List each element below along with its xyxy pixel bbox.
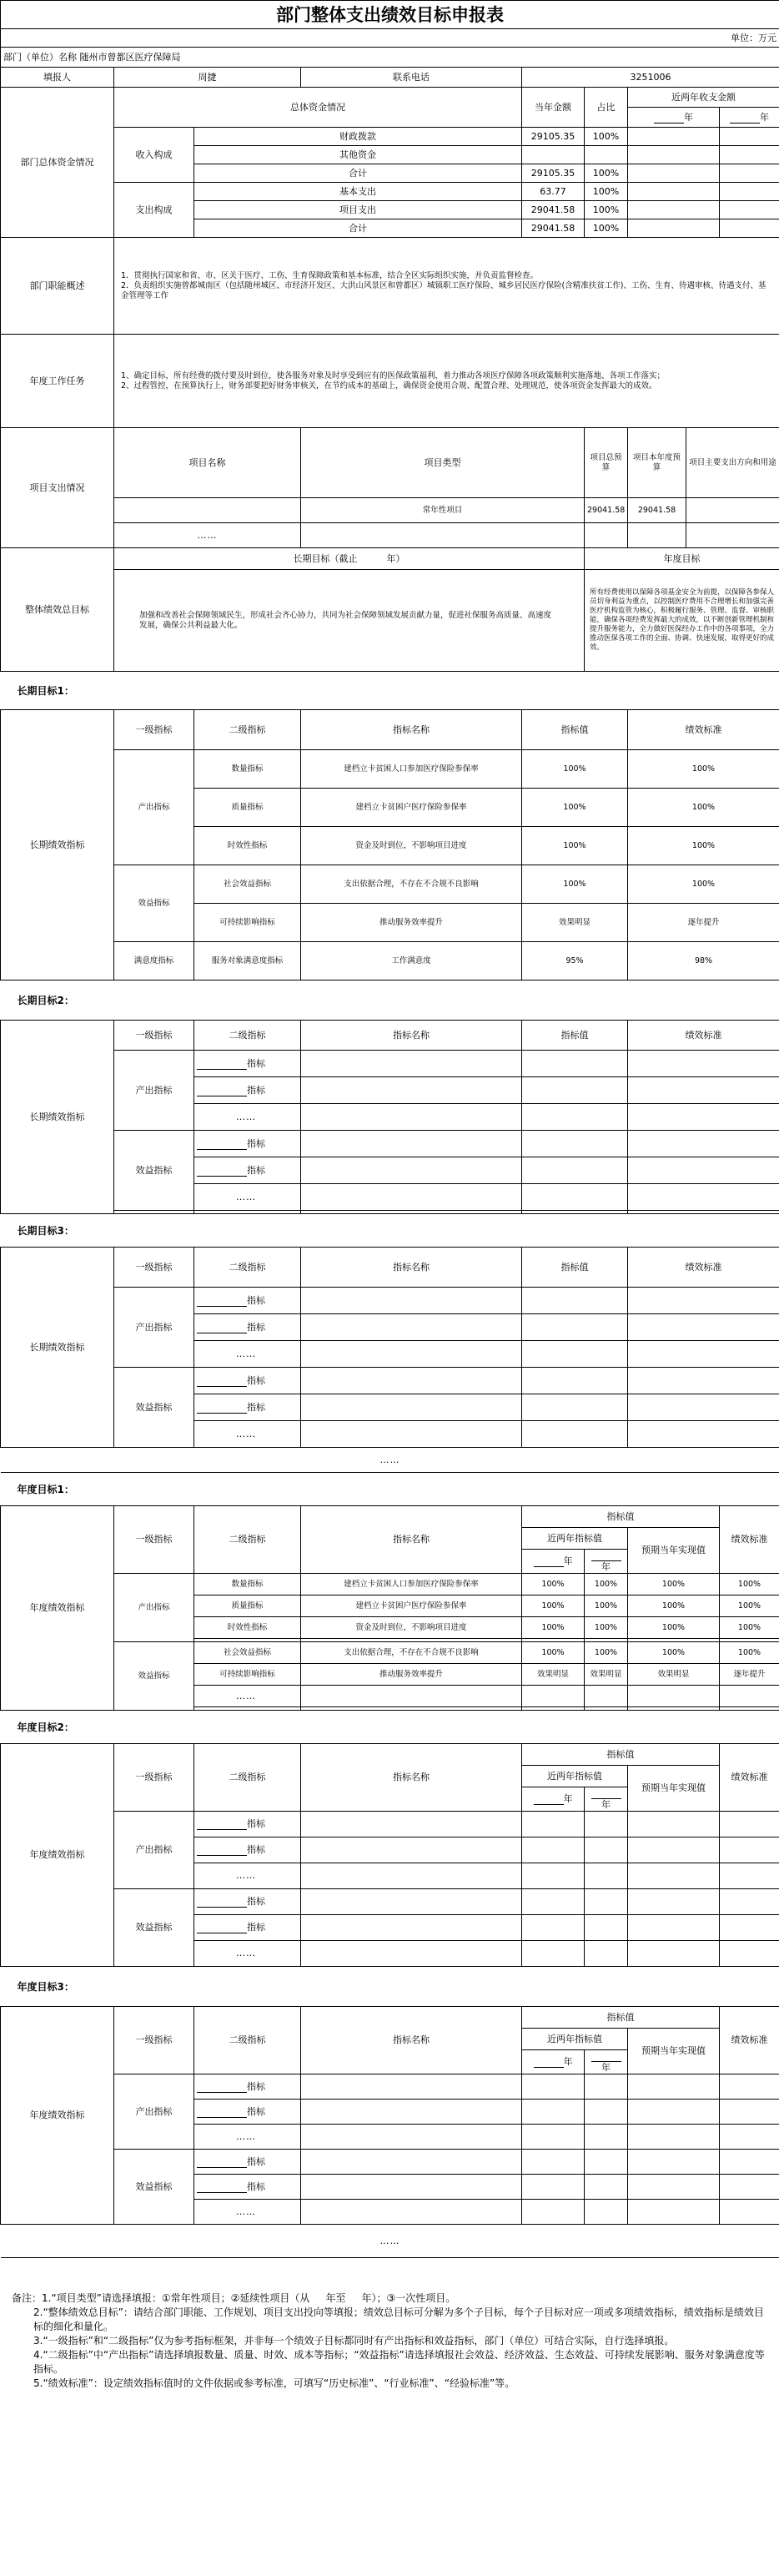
- lvl2-cell: 质量指标: [194, 1596, 301, 1617]
- effect-label: 效益指标: [114, 1368, 194, 1448]
- note-1: 备注：1.“项目类型”请选择填报：①常年性项目；②延续性项目（从 年至 年）；③一次性项目。: [12, 2292, 456, 2304]
- ind-std: 98%: [628, 942, 779, 980]
- blank-ind: 指标: [194, 1394, 301, 1421]
- col-lvl1: 一级指标: [114, 1248, 194, 1288]
- blank-ind: 指标: [194, 1288, 301, 1314]
- more-dots: ……: [194, 1184, 301, 1211]
- more-dots: ……: [194, 1104, 301, 1131]
- long-goal-text: 加强和改善社会保障领域民生，形成社会齐心协力，共同为社会保障领域发展贡献力量，促进社保服务高质量、高速度发展，确保公共利益最大化。: [114, 570, 585, 672]
- long2-label: 长期绩效指标: [1, 1021, 114, 1214]
- col-lvl1: 一级指标: [114, 1744, 194, 1812]
- expense-name: 项目支出: [194, 201, 522, 219]
- output-label: 产出指标: [114, 750, 194, 865]
- long-goal-head: 长期目标（截止 年）: [114, 548, 585, 570]
- effect-label: 效益指标: [114, 1131, 194, 1211]
- col-ind: 指标名称: [301, 710, 522, 750]
- recent-year: 年: [585, 2050, 628, 2074]
- project-year: 29041.58: [628, 498, 686, 523]
- col-recent: 近两年指标值: [522, 1766, 628, 1787]
- output-label: 产出指标: [114, 2074, 194, 2150]
- col-val: 指标值: [522, 1744, 720, 1766]
- col-std: 绩效标准: [720, 1744, 779, 1812]
- recent-val: 100%: [522, 1617, 585, 1639]
- col-expect: 预期当年实现值: [628, 2029, 720, 2074]
- recent-year: 年: [522, 1550, 585, 1574]
- effect-label: 效益指标: [114, 2150, 194, 2225]
- more-dots: ……: [194, 2125, 301, 2150]
- more-dots: ……: [1, 1448, 779, 1473]
- dept-row: [1, 48, 779, 68]
- recent-val: 100%: [585, 1574, 628, 1596]
- blank-ind: 指标: [194, 1837, 301, 1863]
- recent-year: 年: [585, 1550, 628, 1574]
- ind-std: 100%: [720, 1596, 779, 1617]
- income-ratio: 100%: [585, 128, 628, 146]
- blank-ind: 指标: [194, 1812, 301, 1837]
- col-recent: 近两年指标值: [522, 1528, 628, 1550]
- long3-label: 长期绩效指标: [1, 1248, 114, 1448]
- project-col-total: 项目总预算: [585, 428, 628, 498]
- page-title: 部门整体支出绩效目标申报表: [1, 1, 779, 29]
- ind-name: 支出依据合理，不存在不合规不良影响: [301, 1642, 522, 1664]
- ind-name: 资金及时到位，不影响项目进度: [301, 827, 522, 865]
- income-name: 财政拨款: [194, 128, 522, 146]
- year-goal-text: 所有经费使用以保障各项基金安全为前提，以保障各参保人员切身利益为重点，以控制医疗费用不合理增长和加强完善医疗机构监管为核心，积极履行服务、管理、监督、审核职能，确保各项经费发挥最大的成效，以不断创新管理机制和提升服务能力，全力做好医保经办工作中的各项事项，全力推动医保各项工作的全面、协调、快速发展，取得更好的成效。: [585, 570, 779, 672]
- col-std: 绩效标准: [628, 710, 779, 750]
- col-std: 绩效标准: [720, 1506, 779, 1574]
- blank-ind: 指标: [194, 1368, 301, 1394]
- col-std: 绩效标准: [628, 1021, 779, 1051]
- year-goal-head: 年度目标: [585, 548, 779, 570]
- income-name: 合计: [194, 164, 522, 183]
- ind-std: 逐年提升: [628, 904, 779, 942]
- recent-val: 100%: [585, 1596, 628, 1617]
- project-more: ……: [114, 523, 301, 548]
- funds-section-label: 部门总体资金情况: [1, 88, 114, 238]
- income-amount: 29105.35: [522, 164, 585, 183]
- phone-label: 联系电话: [301, 68, 522, 88]
- satis-label: 满意度指标: [114, 942, 194, 980]
- col-ind: 指标名称: [301, 1506, 522, 1574]
- ind-std: 100%: [628, 750, 779, 789]
- col-lvl2: 二级指标: [194, 1506, 301, 1574]
- project-col-name: 项目名称: [114, 428, 301, 498]
- ind-std: 100%: [720, 1642, 779, 1664]
- overall-label: 整体绩效总目标: [1, 548, 114, 672]
- project-col-main: 项目主要支出方向和用途: [686, 428, 779, 498]
- expense-amount: 29041.58: [522, 219, 585, 238]
- blank-ind: 指标: [194, 1131, 301, 1157]
- lvl2-cell: 可持续影响指标: [194, 1664, 301, 1686]
- lvl2-cell: 时效性指标: [194, 827, 301, 865]
- expect-val: 效果明显: [628, 1664, 720, 1686]
- ind-name: 建档立卡贫困户医疗保险参保率: [301, 1596, 522, 1617]
- filler-value: 周捷: [114, 68, 301, 88]
- recent-year-1: 年: [628, 108, 720, 128]
- ind-name: 支出依据合理，不存在不合规不良影响: [301, 865, 522, 904]
- col-std: 绩效标准: [720, 2007, 779, 2074]
- ind-std: 100%: [720, 1574, 779, 1596]
- col-lvl2: 二级指标: [194, 1744, 301, 1812]
- blank-ind: 指标: [194, 2175, 301, 2200]
- more-dots: ……: [1, 2225, 779, 2258]
- more-dots: ……: [194, 1341, 301, 1368]
- col-val: 指标值: [522, 710, 628, 750]
- ind-name: 建档立卡贫困户医疗保险参保率: [301, 789, 522, 827]
- task-label: 年度工作任务: [1, 335, 114, 428]
- recent-val: 100%: [585, 1642, 628, 1664]
- project-total: 29041.58: [585, 498, 628, 523]
- lvl2-cell: 质量指标: [194, 789, 301, 827]
- ind-std: 100%: [628, 827, 779, 865]
- notes: [0, 2291, 779, 2391]
- col-expect: 预期当年实现值: [628, 1766, 720, 1812]
- blank-ind: 指标: [194, 2100, 301, 2125]
- effect-label: 效益指标: [114, 1642, 194, 1711]
- blank-ind: 指标: [194, 1915, 301, 1941]
- expense-ratio: 100%: [585, 219, 628, 238]
- year2-section: 年度目标2：: [1, 1711, 779, 1744]
- col-ind: 指标名称: [301, 1021, 522, 1051]
- lvl2-cell: 数量指标: [194, 750, 301, 789]
- lvl2-cell: 社会效益指标: [194, 865, 301, 904]
- col-lvl2: 二级指标: [194, 1021, 301, 1051]
- ind-val: 100%: [522, 865, 628, 904]
- recent-val: 100%: [522, 1574, 585, 1596]
- dept-value: 随州市曾都区医疗保障局: [79, 51, 181, 63]
- note-5: 5.“绩效标准”：设定绩效指标值时的文件依据或参考标准，可填写“历史标准”、“行业标准”、“经验标准”等。: [33, 2377, 515, 2389]
- recent-year: 年: [522, 1787, 585, 1812]
- lvl2-cell: 社会效益指标: [194, 1642, 301, 1664]
- duty-label: 部门职能概述: [1, 238, 114, 335]
- lvl2-cell: 服务对象满意度指标: [194, 942, 301, 980]
- expense-amount: 63.77: [522, 183, 585, 201]
- ind-std: 逐年提升: [720, 1664, 779, 1686]
- blank-ind: 指标: [194, 1889, 301, 1915]
- col-ind: 指标名称: [301, 1744, 522, 1812]
- col-val: 指标值: [522, 1248, 628, 1288]
- blank-ind: 指标: [194, 1077, 301, 1104]
- expect-val: 100%: [628, 1574, 720, 1596]
- more-dots: ……: [194, 2200, 301, 2225]
- income-ratio: 100%: [585, 164, 628, 183]
- ind-std: 100%: [628, 789, 779, 827]
- year1-section: 年度目标1：: [1, 1473, 779, 1506]
- blank-ind: 指标: [194, 2150, 301, 2175]
- more-dots: ……: [194, 1421, 301, 1448]
- output-label: 产出指标: [114, 1574, 194, 1642]
- funds-header: 总体资金情况: [114, 88, 522, 128]
- col-val: 指标值: [522, 2007, 720, 2029]
- note-2: 2.“整体绩效总目标”：请结合部门职能、工作规划、项目支出投向等填报；绩效总目标可分解为多个子目标，每个子目标对应一项或多项绩效指标，绩效指标是绩效目标的细化和量化。: [33, 2306, 764, 2332]
- col-lvl2: 二级指标: [194, 710, 301, 750]
- dept-label: 部门（单位）名称: [3, 51, 77, 63]
- note-3: 3.“一级指标”和“二级指标”仅为参考指标框架，并非每一个绩效子目标都同时有产出指标和效益指标，部门（单位）可结合实际，自行选择填报。: [33, 2335, 675, 2347]
- col-ind: 指标名称: [301, 1248, 522, 1288]
- expense-ratio: 100%: [585, 183, 628, 201]
- col-ind: 指标名称: [301, 2007, 522, 2074]
- blank-ind: 指标: [194, 2074, 301, 2100]
- long1-label: 长期绩效指标: [1, 710, 114, 980]
- lvl2-cell: 可持续影响指标: [194, 904, 301, 942]
- ind-name: 建档立卡贫困人口参加医疗保险参保率: [301, 750, 522, 789]
- project-label: 项目支出情况: [1, 428, 114, 548]
- ind-name: 工作满意度: [301, 942, 522, 980]
- income-amount: [522, 146, 585, 164]
- ind-std: 100%: [628, 865, 779, 904]
- blank-ind: 指标: [194, 1051, 301, 1077]
- effect-label: 效益指标: [114, 865, 194, 942]
- recent-header: 近两年收支金额: [628, 88, 779, 108]
- project-col-type: 项目类型: [301, 428, 585, 498]
- long2-section: 长期目标2：: [1, 980, 779, 1021]
- col-val: 指标值: [522, 1021, 628, 1051]
- output-label: 产出指标: [114, 1051, 194, 1131]
- project-col-year: 项目本年度预算: [628, 428, 686, 498]
- col-expect: 预期当年实现值: [628, 1528, 720, 1574]
- recent-year: 年: [585, 1787, 628, 1812]
- phone-value: 3251006: [522, 68, 779, 88]
- ind-val: 100%: [522, 750, 628, 789]
- year3-section: 年度目标3：: [1, 1967, 779, 2007]
- project-type: 常年性项目: [301, 498, 585, 523]
- col-lvl1: 一级指标: [114, 710, 194, 750]
- expense-amount: 29041.58: [522, 201, 585, 219]
- expense-label: 支出构成: [114, 183, 194, 238]
- ind-val: 效果明显: [522, 904, 628, 942]
- col-lvl2: 二级指标: [194, 2007, 301, 2074]
- col-recent: 近两年指标值: [522, 2029, 628, 2050]
- long1-section: 长期目标1：: [1, 672, 779, 710]
- ind-name: 建档立卡贫困人口参加医疗保险参保率: [301, 1574, 522, 1596]
- col-lvl1: 一级指标: [114, 2007, 194, 2074]
- col-std: 绩效标准: [628, 1248, 779, 1288]
- blank-ind: 指标: [194, 1314, 301, 1341]
- income-ratio: [585, 146, 628, 164]
- recent-val: 100%: [522, 1596, 585, 1617]
- more-dots: ……: [194, 1686, 301, 1707]
- recent-year: 年: [522, 2050, 585, 2074]
- recent-val: 100%: [585, 1617, 628, 1639]
- long3-section: 长期目标3：: [1, 1214, 779, 1248]
- ind-val: 100%: [522, 827, 628, 865]
- ind-std: 100%: [720, 1617, 779, 1639]
- task-text: 1、确定目标，所有经费的拨付要及时到位，使各服务对象及时享受到应有的医保政策福利，着力推动各项医疗保障各项政策顺利实施落地、各项工作落实； 2、过程管控，在预算执行上，财务部要把好财务审核关，在节约成本的基础上，确保资金使用合规、配置合理、处理规范，使各项资金发挥最大的成效。: [114, 335, 779, 428]
- expect-val: 100%: [628, 1642, 720, 1664]
- income-name: 其他资金: [194, 146, 522, 164]
- ind-name: 资金及时到位，不影响项目进度: [301, 1617, 522, 1639]
- expense-name: 基本支出: [194, 183, 522, 201]
- lvl2-cell: 时效性指标: [194, 1617, 301, 1639]
- expect-val: 100%: [628, 1596, 720, 1617]
- effect-label: 效益指标: [114, 1889, 194, 1967]
- output-label: 产出指标: [114, 1288, 194, 1368]
- year1-label: 年度绩效指标: [1, 1506, 114, 1711]
- filler-label: 填报人: [1, 68, 114, 88]
- blank-ind: 指标: [194, 1157, 301, 1184]
- expect-val: 100%: [628, 1617, 720, 1639]
- col-lvl1: 一级指标: [114, 1506, 194, 1574]
- col-lvl1: 一级指标: [114, 1021, 194, 1051]
- duty-text: 1．贯彻执行国家和省、市、区关于医疗、工伤、生育保障政策和基本标准，结合全区实际组织实施，并负责监督检查。 2．负责组织实施曾都城南区（包括随州城区、市经济开发区、大洪山风景区和曾都区）城镇职工医疗保险、城乡居民医疗保险(含精准扶贫工作)、工伤、生育、待遇审核、待遇支付、基金管理等工作: [114, 238, 779, 335]
- output-label: 产出指标: [114, 1812, 194, 1889]
- expense-name: 合计: [194, 219, 522, 238]
- recent-year-2: 年: [720, 108, 779, 128]
- income-amount: 29105.35: [522, 128, 585, 146]
- income-label: 收入构成: [114, 128, 194, 183]
- recent-val: 100%: [522, 1642, 585, 1664]
- ratio-header: 占比: [585, 88, 628, 128]
- year2-label: 年度绩效指标: [1, 1744, 114, 1967]
- col-val: 指标值: [522, 1506, 720, 1528]
- more-dots: ……: [194, 1863, 301, 1889]
- expense-ratio: 100%: [585, 201, 628, 219]
- ind-val: 100%: [522, 789, 628, 827]
- lvl2-cell: 数量指标: [194, 1574, 301, 1596]
- ind-name: 推动服务效率提升: [301, 904, 522, 942]
- ind-name: 推动服务效率提升: [301, 1664, 522, 1686]
- note-4: 4.“二级指标”中“产出指标”请选择填报数量、质量、时效、成本等指标；“效益指标”请选择填报社会效益、经济效益、生态效益、可持续发展影响、服务对象满意度等指标。: [33, 2349, 765, 2375]
- ind-val: 95%: [522, 942, 628, 980]
- unit-label: 单位：万元: [1, 29, 779, 48]
- amount-header: 当年金额: [522, 88, 585, 128]
- more-dots: ……: [194, 1941, 301, 1967]
- recent-val: 效果明显: [522, 1664, 585, 1686]
- year3-label: 年度绩效指标: [1, 2007, 114, 2225]
- col-lvl2: 二级指标: [194, 1248, 301, 1288]
- recent-val: 效果明显: [585, 1664, 628, 1686]
